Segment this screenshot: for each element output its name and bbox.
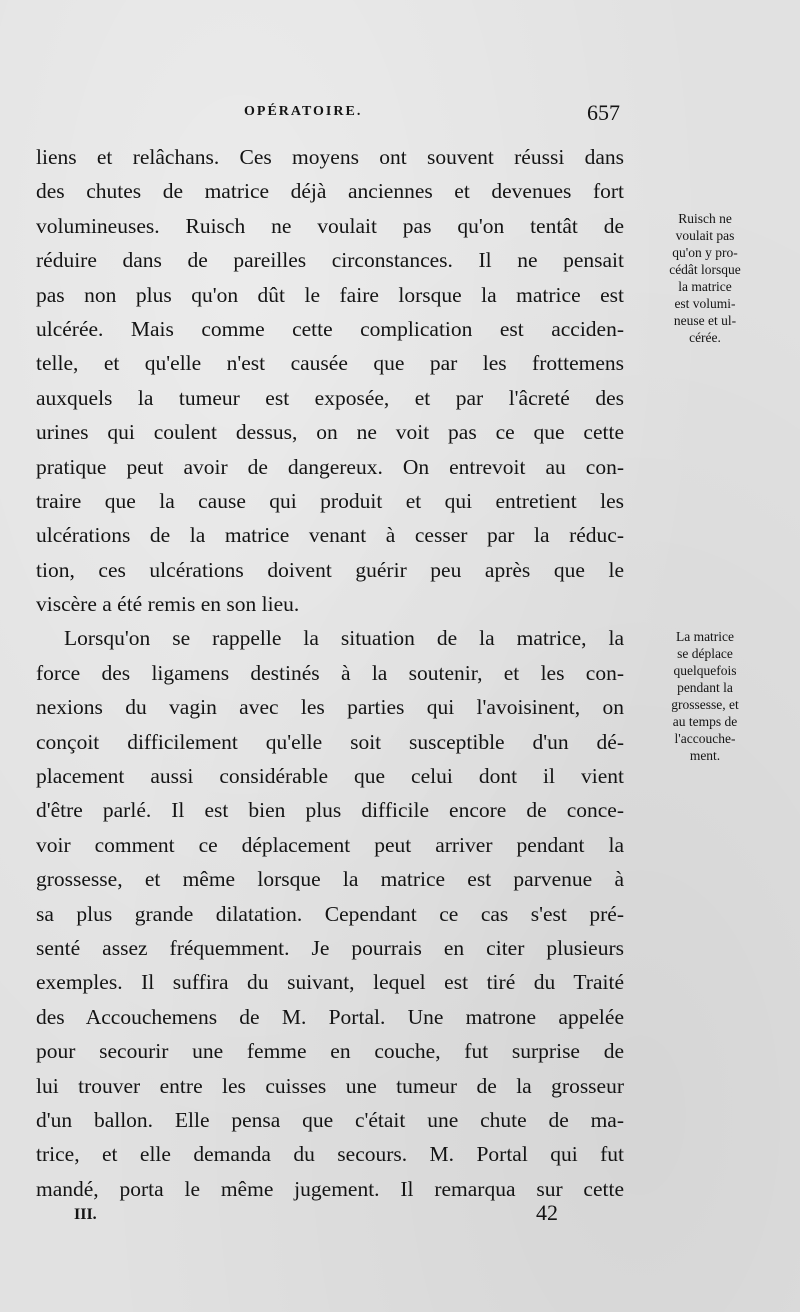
running-head: OPÉRATOIRE. — [244, 104, 363, 119]
margin-note-matrice — [636, 628, 774, 764]
margin-note-line: l'accouche- — [674, 731, 736, 746]
margin-note-line: pendant la — [677, 680, 733, 695]
text-line: des Accouchemens de M. Portal. Une matrone appelée — [36, 1004, 624, 1029]
margin-note-line: Ruisch ne — [678, 211, 732, 226]
text-line: force des ligamens destinés à la soutenir, et les con- — [36, 660, 624, 685]
text-line: pratique peut avoir de dangereux. On entrevoit au con- — [36, 454, 624, 479]
text-line: traire que la cause qui produit et qui entretient les — [36, 488, 624, 513]
body-text — [36, 140, 624, 1206]
text-line: pour secourir une femme en couche, fut surprise de — [36, 1039, 624, 1064]
margin-note-line: cédât lorsque — [669, 262, 741, 277]
text-line: nexions du vagin avec les parties qui l'avoisinent, on — [36, 695, 624, 720]
text-line: sa plus grande dilatation. Cependant ce cas s'est pré- — [36, 901, 624, 926]
text-line: voir comment ce déplacement peut arriver pendant la — [36, 832, 624, 857]
margin-note-line: qu'on y pro- — [672, 245, 738, 260]
page-footer — [36, 1200, 624, 1230]
text-line: telle, et qu'elle n'est causée que par les frottemens — [36, 351, 624, 376]
paragraph-end-line: viscère a été remis en son lieu. — [36, 592, 300, 617]
text-line: exemples. Il suffira du suivant, lequel est tiré du Traité — [36, 970, 624, 995]
text-line: d'un ballon. Elle pensa que c'était une chute de ma- — [36, 1107, 624, 1132]
text-line: d'être parlé. Il est bien plus difficile encore de conce- — [36, 798, 624, 823]
text-line: tion, ces ulcérations doivent guérir peu après que le — [36, 557, 624, 582]
margin-note-line: grossesse, et — [671, 697, 739, 712]
margin-note-line: La matrice — [675, 629, 735, 644]
text-line: lui trouver entre les cuisses une tumeur de la grosseur — [36, 1073, 624, 1098]
margin-note-line: au temps de — [672, 714, 738, 729]
text-line: placement aussi considérable que celui dont il vient — [36, 764, 624, 789]
text-line: conçoit difficilement qu'elle soit susceptible d'un dé- — [36, 729, 624, 754]
text-line: volumineuses. Ruisch ne voulait pas qu'on tentât de — [36, 213, 624, 238]
volume-signature: III. — [74, 1206, 97, 1223]
margin-note-line: se déplace — [677, 646, 733, 661]
text-line: urines qui coulent dessus, on ne voit pas ce que cette — [36, 420, 624, 445]
text-line: réduire dans de pareilles circonstances. Il ne pensait — [36, 248, 624, 273]
text-line: senté assez fréquemment. Je pourrais en citer plusieurs — [36, 935, 624, 960]
text-line: auxquels la tumeur est exposée, et par l'âcreté des — [36, 385, 624, 410]
margin-note-line: neuse et ul- — [673, 313, 737, 328]
margin-note-line: est volumi- — [674, 296, 736, 311]
margin-note-line: la matrice — [678, 279, 732, 294]
page-header — [36, 100, 624, 134]
text-line: liens et relâchans. Ces moyens ont souvent réussi dans — [36, 145, 624, 169]
text-line: ulcérée. Mais comme cette complication est acciden- — [36, 316, 624, 341]
text-line: mandé, porta le même jugement. Il remarqua sur cette — [36, 1176, 624, 1201]
text-line: trice, et elle demanda du secours. M. Portal qui fut — [36, 1142, 624, 1167]
text-line: ulcérations de la matrice venant à cesser par la réduc- — [36, 523, 624, 548]
margin-note-line: voulait pas — [675, 228, 735, 243]
margin-note-line: ment. — [689, 748, 721, 763]
margin-note-line: quelquefois — [673, 663, 737, 678]
margin-note-line: cérée. — [689, 330, 721, 345]
signature-number: 42 — [536, 1200, 558, 1225]
text-line: grossesse, et même lorsque la matrice est parvenue à — [36, 867, 624, 892]
margin-note-ruisch — [636, 210, 774, 346]
page-number: 657 — [587, 100, 620, 125]
text-line: des chutes de matrice déjà anciennes et devenues fort — [36, 179, 624, 204]
paragraph-start-line: Lorsqu'on se rappelle la situation de la matrice, la — [64, 626, 624, 651]
text-line: pas non plus qu'on dût le faire lorsque la matrice est — [36, 282, 624, 307]
